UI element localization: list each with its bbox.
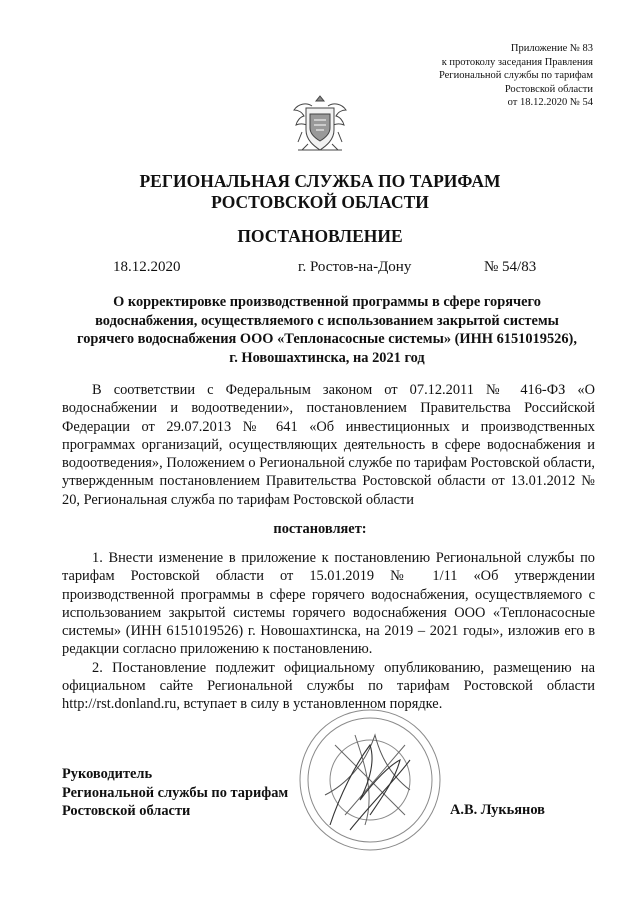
decree-item-2: 2. Постановление подлежит официальному опубликованию, размещению на официальном сайте Региональной службы по тарифам Ростовской области http://rst.donland.ru, вступает в силу в установленном порядке. — [62, 659, 595, 713]
document-number: № 54/83 — [484, 259, 537, 275]
signer-position-line: Руководитель — [62, 766, 153, 782]
preamble-text: В соответствии с Федеральным законом от 07.12.2011 № 416-ФЗ «О водоснабжении и водоотведении», постановлением Правительства Российской Федерации от 29.07.2013 № 641 «Об инвестиционных и производственных программах организаций, осуществляющих деятельность в сфере водоснабжения и водоотведения», Положением о Региональной службе по тарифам Ростовской области, утвержденным постановлением Правительства Ростовской области от 13.01.2012 № 20, Региональная служба по тарифам Ростовской области — [62, 382, 595, 508]
subject-line: О корректировке производственной программы в сфере горячего — [113, 294, 541, 310]
coat-of-arms-icon — [290, 92, 350, 156]
document-subject — [62, 293, 592, 367]
decree-items — [62, 549, 595, 714]
signature-block — [62, 765, 288, 821]
resolves-heading: постановляет: — [273, 521, 367, 537]
agency-name-line: РЕГИОНАЛЬНАЯ СЛУЖБА ПО ТАРИФАМ — [139, 171, 501, 191]
preamble — [62, 381, 595, 509]
handwritten-signature-icon — [330, 745, 410, 830]
signer-position-line: Региональной службы по тарифам — [62, 784, 289, 801]
annex-line: Приложение № 83 — [510, 43, 593, 54]
signer-position-line: Ростовской области — [62, 803, 191, 819]
annex-line: Региональной службы по тарифам — [438, 70, 593, 81]
agency-name-line: РОСТОВСКОЙ ОБЛАСТИ — [211, 192, 429, 212]
annex-line: к протоколу заседания Правления — [441, 56, 593, 68]
subject-line: горячего водоснабжения ООО «Теплонасосные системы» (ИНН 6151019526), — [77, 331, 577, 347]
annex-reference — [363, 42, 593, 110]
document-type: ПОСТАНОВЛЕНИЕ — [237, 226, 403, 246]
document-city: г. Ростов-на-Дону — [298, 259, 412, 275]
subject-line: водоснабжения, осуществляемого с использованием закрытой системы — [95, 312, 559, 329]
subject-line: г. Новошахтинска, на 2021 год — [229, 349, 425, 366]
decree-item-1: 1. Внести изменение в приложение к постановлению Региональной службы по тарифам Ростовской области от 15.01.2019 № 1/11 «Об утверждении производственной программы в сфере горячего водоснабжения, осуществляемого с использованием закрытой системы горячего водоснабжения ООО «Теплонасосные системы» (ИНН 6151019526) г. Новошахтинска, на 2019 – 2021 годы», изложив его в редакции согласно приложению к постановлению. — [62, 550, 595, 658]
document-date: 18.12.2020 — [113, 259, 181, 275]
signer-name: А.В. Лукьянов — [450, 802, 545, 818]
official-seal-icon — [295, 705, 445, 855]
annex-line: Ростовской области — [504, 83, 593, 95]
annex-line: от 18.12.2020 № 54 — [507, 97, 593, 108]
